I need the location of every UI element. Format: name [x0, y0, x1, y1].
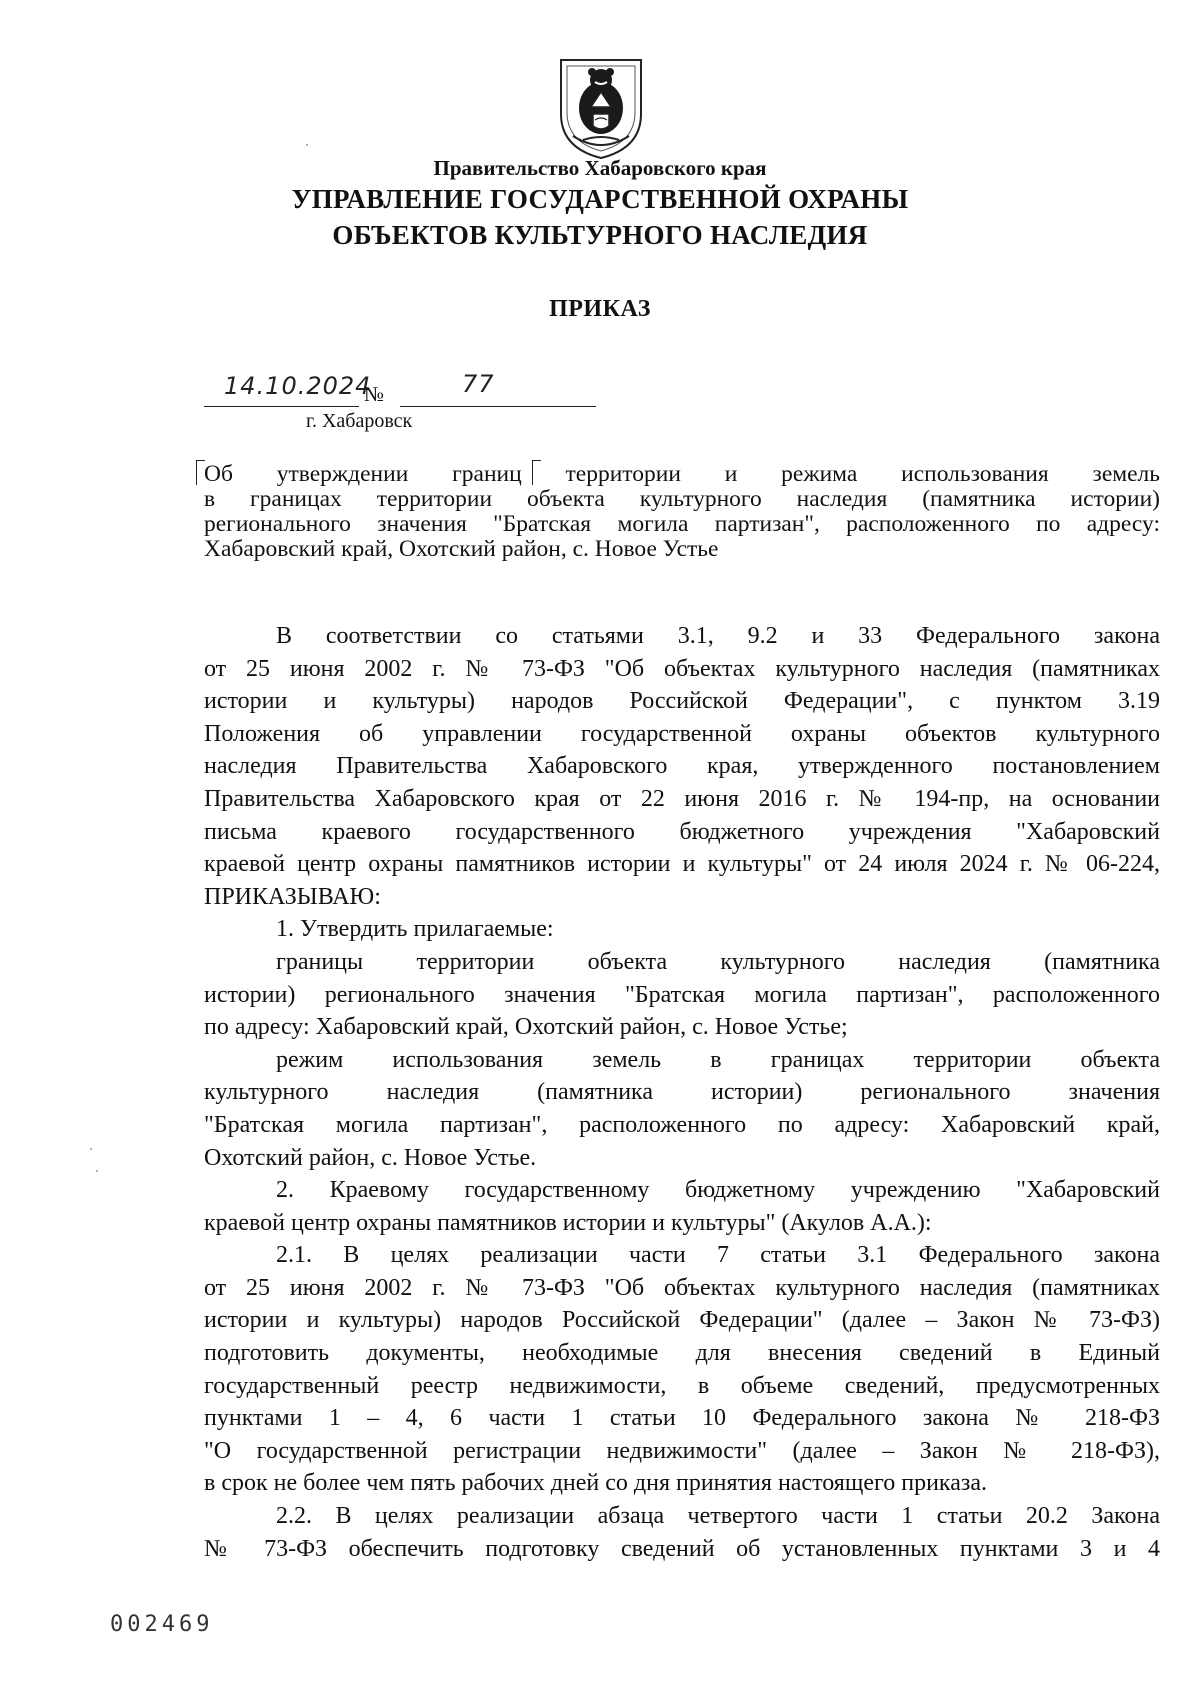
page-code: 002469: [110, 1612, 214, 1637]
body-line: 2.2. В целях реализации абзаца четвертого части 1 статьи 20.2 Закона: [276, 1503, 1160, 1530]
document-type-title: ПРИКАЗ: [549, 296, 651, 322]
body-line: пунктами 1 – 4, 6 части 1 статьи 10 Федерального закона № 218-ФЗ: [204, 1405, 1160, 1432]
body-line: краевой центр охраны памятников истории и культуры" (Акулов А.А.):: [204, 1209, 932, 1236]
coat-of-arms-icon: [555, 52, 647, 162]
body-line: "Братская могила партизан", расположенного по адресу: Хабаровский край,: [204, 1111, 1160, 1138]
body-line: истории и культуры) народов Российской Федерации" (далее – Закон № 73-ФЗ): [204, 1307, 1160, 1334]
body-line: от 25 июня 2002 г. № 73-ФЗ "Об объектах культурного наследия (памятниках: [204, 1274, 1160, 1301]
body-line: ПРИКАЗЫВАЮ:: [204, 883, 381, 910]
scan-speck: [96, 1170, 98, 1172]
order-body: [204, 620, 1160, 1565]
body-line: 1. Утвердить прилагаемые:: [276, 916, 554, 943]
scan-speck: [90, 1148, 92, 1150]
body-line: истории и культуры) народов Российской Федерации", с пунктом 3.19: [204, 688, 1160, 715]
subject-line: регионального значения "Братская могила партизан", расположенного по адресу:: [204, 511, 1160, 537]
subject-line: Хабаровский край, Охотский район, с. Новое Устье: [204, 536, 719, 562]
order-subject: [204, 462, 1160, 562]
order-date: 14.10.2024: [224, 372, 372, 400]
body-line: 2. Краевому государственному бюджетному учреждению "Хабаровский: [276, 1177, 1160, 1204]
department-name-line1: УПРАВЛЕНИЕ ГОСУДАРСТВЕННОЙ ОХРАНЫ: [291, 184, 909, 214]
department-name-line2: ОБЪЕКТОВ КУЛЬТУРНОГО НАСЛЕДИЯ: [332, 220, 868, 250]
body-line: от 25 июня 2002 г. № 73-ФЗ "Об объектах культурного наследия (памятниках: [204, 655, 1160, 682]
registration-line: [204, 372, 604, 412]
body-line: 2.1. В целях реализации части 7 статьи 3.1 Федерального закона: [276, 1242, 1160, 1269]
body-line: границы территории объекта культурного наследия (памятника: [276, 948, 1160, 975]
body-line: истории) регионального значения "Братская могила партизан", расположенного: [204, 981, 1160, 1008]
subject-line: Об утверждении границ территории и режима использования земель: [204, 461, 1160, 487]
body-line: подготовить документы, необходимые для внесения сведений в Единый: [204, 1340, 1160, 1367]
body-line: в срок не более чем пять рабочих дней со дня принятия настоящего приказа.: [204, 1470, 987, 1497]
body-line: культурного наследия (памятника истории) регионального значения: [204, 1079, 1160, 1106]
body-line: по адресу: Хабаровский край, Охотский район, с. Новое Устье;: [204, 1014, 848, 1041]
number-sign: №: [364, 382, 385, 406]
city-name: г. Хабаровск: [306, 410, 413, 432]
subject-line: в границах территории объекта культурного наследия (памятника истории): [204, 486, 1160, 512]
body-line: Охотский район, с. Новое Устье.: [204, 1144, 537, 1171]
body-line: "О государственной регистрации недвижимости" (далее – Закон № 218-ФЗ),: [204, 1437, 1160, 1464]
body-line: государственный реестр недвижимости, в объеме сведений, предусмотренных: [204, 1372, 1160, 1399]
number-underline: [400, 406, 596, 407]
date-underline: [204, 406, 359, 407]
government-name: Правительство Хабаровского края: [433, 156, 767, 180]
body-line: наследия Правительства Хабаровского края, утвержденного постановлением: [204, 753, 1160, 780]
order-number: 77: [462, 370, 495, 398]
scan-speck: [306, 144, 308, 146]
body-line: письма краевого государственного бюджетного учреждения "Хабаровский: [204, 818, 1160, 845]
body-line: № 73-ФЗ обеспечить подготовку сведений об установленных пунктами 3 и 4: [204, 1535, 1160, 1562]
body-line: В соответствии со статьями 3.1, 9.2 и 33 Федерального закона: [276, 623, 1160, 649]
body-line: режим использования земель в границах территории объекта: [276, 1046, 1160, 1073]
body-line: Правительства Хабаровского края от 22 июня 2016 г. № 194-пр, на основании: [204, 785, 1160, 812]
body-line: Положения об управлении государственной охраны объектов культурного: [204, 720, 1160, 747]
body-line: краевой центр охраны памятников истории и культуры" от 24 июля 2024 г. № 06-224,: [204, 851, 1160, 878]
